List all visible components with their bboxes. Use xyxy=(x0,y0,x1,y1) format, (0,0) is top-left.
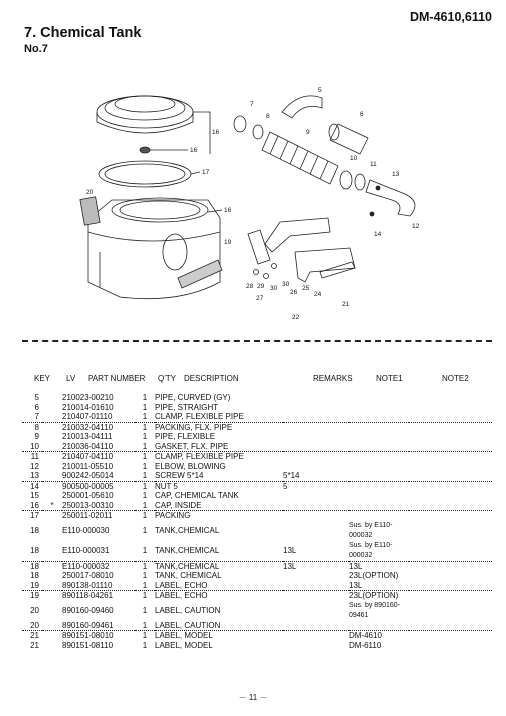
cell-qty: 1 xyxy=(135,412,155,422)
cell-key: 18 xyxy=(30,571,39,580)
cell-desc: PIPE, STRAIGHT xyxy=(155,402,219,412)
col-qty: Q'TY xyxy=(158,374,176,383)
cell-n1 xyxy=(349,511,409,521)
cell-pn: 250017-08010 xyxy=(62,571,114,580)
cell-qty: 1 xyxy=(142,432,148,441)
cell-desc: TANK, CHEMICAL xyxy=(155,571,222,580)
cell-rem xyxy=(283,591,349,601)
cell-n2 xyxy=(409,621,492,631)
cell-lv xyxy=(42,581,62,591)
cell-n1 xyxy=(349,432,409,442)
callout-17: 17 xyxy=(202,169,210,176)
cell-lv xyxy=(42,541,62,562)
cell-lv xyxy=(42,621,62,631)
cell-qty: 1 xyxy=(142,402,148,412)
cell-pn: 890138-01110 xyxy=(62,581,135,591)
cell-desc: CLAMP, FLEXIBLE PIPE xyxy=(155,452,244,461)
cell-rem: 13L xyxy=(283,561,297,571)
callout-28: 29 xyxy=(257,283,265,290)
cell-desc: LABEL, MODEL xyxy=(155,640,213,650)
callout-5: 5 xyxy=(318,87,322,94)
cell-n1 xyxy=(349,393,409,403)
pipe-straight-drawing xyxy=(330,124,368,154)
page-title: 7. Chemical Tank xyxy=(24,25,142,41)
cell-key: 11 xyxy=(30,452,39,461)
cell-rem xyxy=(283,491,349,501)
cell-lv xyxy=(42,561,62,571)
table-row xyxy=(22,601,492,621)
cell-n1: DM-4610 xyxy=(349,631,382,640)
cell-rem xyxy=(283,501,349,511)
cell-rem xyxy=(283,601,349,621)
cell-lv xyxy=(42,591,62,601)
cell-lv xyxy=(42,403,62,413)
cell-lv xyxy=(42,571,62,581)
cell-n2 xyxy=(409,521,492,541)
packing-drawing xyxy=(99,161,191,187)
cell-desc: NUT 5 xyxy=(155,481,178,491)
cell-n1 xyxy=(349,412,409,422)
cell-rem xyxy=(283,393,349,403)
cell-lv xyxy=(42,511,62,521)
cell-qty: 1 xyxy=(142,393,148,402)
cell-pn: 250011-02011 xyxy=(62,511,113,520)
table-row xyxy=(22,511,492,521)
cell-pn: 900242-05014 xyxy=(62,471,135,481)
cell-pn: E110-000031 xyxy=(62,541,135,562)
callout-29: 30 xyxy=(270,285,278,292)
label-echo-drawing xyxy=(178,260,222,288)
cell-n2 xyxy=(409,481,492,491)
cell-desc: ELBOW, BLOWING xyxy=(155,461,226,471)
elbow-blowing-drawing xyxy=(366,180,415,216)
cell-key: 16 xyxy=(22,501,42,511)
table-row xyxy=(22,471,492,481)
callout-15: 16 xyxy=(212,129,220,136)
cell-n2 xyxy=(409,452,492,462)
cell-desc: CLAMP, FLEXIBLE PIPE xyxy=(155,412,283,422)
packing-flx-pipe-drawing xyxy=(253,125,263,139)
cell-lv xyxy=(42,422,62,432)
cell-pn: 210014-01610 xyxy=(62,402,114,412)
cell-pn: 890151-08010 xyxy=(62,631,114,640)
clamp-flexible-pipe-2-drawing xyxy=(355,174,365,190)
cell-qty: 1 xyxy=(142,452,148,461)
cell-n1 xyxy=(349,501,409,511)
callout-16b: 16 xyxy=(224,207,232,214)
cell-lv: * xyxy=(42,501,62,511)
cell-qty: 1 xyxy=(135,471,155,481)
cell-desc: PIPE, CURVED (GY) xyxy=(155,393,231,402)
cell-qty: 1 xyxy=(135,581,155,591)
cell-desc: PIPE, FLEXIBLE xyxy=(155,432,216,441)
cell-pn: 890118-04261 xyxy=(62,591,114,600)
cell-rem xyxy=(283,621,349,631)
cell-desc: SCREW 5*14 xyxy=(155,471,283,481)
clamp-flexible-pipe-drawing xyxy=(234,116,246,132)
cell-key: 13 xyxy=(22,471,42,481)
cell-key: 18 xyxy=(22,541,42,562)
diagram-number: No.7 xyxy=(24,43,48,55)
cell-lv xyxy=(42,601,62,621)
cell-pn: 250001-05610 xyxy=(62,491,114,500)
cell-qty: 1 xyxy=(142,461,148,471)
cell-rem xyxy=(283,442,349,452)
cell-qty: 1 xyxy=(142,640,148,650)
callout-8: 8 xyxy=(266,113,270,120)
cell-rem xyxy=(283,511,349,521)
nut-drawing xyxy=(370,212,374,216)
cell-rem xyxy=(283,422,349,432)
cell-n1 xyxy=(349,442,409,452)
cell-n2 xyxy=(409,403,492,413)
page-number: － 11 － xyxy=(238,693,268,702)
cell-desc: LABEL, MODEL xyxy=(155,631,213,640)
cell-desc: TANK,CHEMICAL xyxy=(155,541,283,562)
table-row xyxy=(22,452,492,462)
cell-lv xyxy=(42,452,62,462)
cell-pn: 210013-04111 xyxy=(62,432,113,441)
table-row xyxy=(22,631,492,641)
cell-key: 21 xyxy=(30,631,39,640)
callout-21: 21 xyxy=(342,301,350,308)
col-note2: NOTE2 xyxy=(442,374,469,383)
cell-lv xyxy=(42,521,62,541)
cell-qty: 1 xyxy=(142,605,148,615)
callout-12: 12 xyxy=(412,223,420,230)
cell-n2 xyxy=(409,462,492,472)
cell-rem xyxy=(283,462,349,472)
cell-rem xyxy=(283,403,349,413)
table-row xyxy=(22,561,492,571)
cell-n1 xyxy=(349,403,409,413)
callout-19: 19 xyxy=(224,239,232,246)
cell-key: 14 xyxy=(30,481,39,491)
cell-pn: 210407-01110 xyxy=(62,412,135,422)
cell-n1: Sus. by E110-000032 xyxy=(349,521,393,539)
table-row xyxy=(22,641,492,651)
cell-n2 xyxy=(409,442,492,452)
cell-n2 xyxy=(409,601,492,621)
cell-qty: 1 xyxy=(142,525,148,535)
cell-lv xyxy=(42,481,62,491)
cell-desc: TANK,CHEMICAL xyxy=(155,561,220,571)
callout-14: 14 xyxy=(374,231,382,238)
cell-desc: GASKET, FLX. PIPE xyxy=(155,442,283,452)
exploded-parts-diagram xyxy=(60,82,440,327)
callout-13: 13 xyxy=(392,171,400,178)
callout-25: 26 xyxy=(290,289,298,296)
gasket-flx-pipe-drawing xyxy=(340,171,352,189)
cell-key: 12 xyxy=(30,461,39,471)
table-row xyxy=(22,501,492,511)
cell-rem: 13L xyxy=(283,541,349,562)
cell-desc: LABEL, ECHO xyxy=(155,591,208,600)
table-row xyxy=(22,442,492,452)
cell-lv xyxy=(42,393,62,403)
table-row xyxy=(22,403,492,413)
col-key: KEY xyxy=(34,374,51,383)
cell-n2 xyxy=(409,561,492,571)
cell-qty: 1 xyxy=(142,481,148,491)
label-caution-drawing xyxy=(80,197,100,225)
cell-n2 xyxy=(409,432,492,442)
cell-n1 xyxy=(349,471,409,481)
cell-rem xyxy=(283,432,349,442)
cell-desc: CAP, INSIDE xyxy=(155,501,283,511)
cell-pn: 900500-00005 xyxy=(62,481,114,491)
cell-n1: Sus. by E110-000032 xyxy=(349,541,409,562)
bracket-assembly-drawing xyxy=(248,218,355,282)
cell-pn: E110-000032 xyxy=(62,561,110,571)
cap-inside-drawing xyxy=(140,147,150,153)
cell-key: 19 xyxy=(22,581,42,591)
cell-pn: 210036-04110 xyxy=(62,442,135,452)
cell-key: 19 xyxy=(30,591,39,600)
cell-lv xyxy=(42,641,62,651)
cell-qty: 1 xyxy=(142,571,148,580)
cell-n2 xyxy=(409,631,492,641)
callout-26: 27 xyxy=(256,295,264,302)
cell-rem xyxy=(283,641,349,651)
table-row xyxy=(22,393,492,403)
table-row xyxy=(22,481,492,491)
cell-pn: 210011-05510 xyxy=(62,461,114,471)
cell-key: 8 xyxy=(34,422,39,432)
parts-table xyxy=(22,393,492,650)
cell-qty: 1 xyxy=(142,491,148,500)
cell-qty: 1 xyxy=(142,422,148,432)
cell-pn: 210407-04110 xyxy=(62,452,114,461)
callout-7: 7 xyxy=(250,101,254,108)
cell-n2 xyxy=(409,571,492,581)
cell-key: 17 xyxy=(30,511,39,520)
pipe-curved-drawing xyxy=(282,96,322,118)
callout-10: 10 xyxy=(350,155,358,162)
cell-pn: 890151-08110 xyxy=(62,640,114,650)
cell-qty: 1 xyxy=(135,621,155,631)
table-row xyxy=(22,432,492,442)
model-number: DM-4610,6110 xyxy=(409,10,492,24)
cell-rem xyxy=(283,521,349,541)
cell-key: 10 xyxy=(22,442,42,452)
cell-n2 xyxy=(409,501,492,511)
cell-desc: PACKING, FLX. PIPE xyxy=(155,422,233,432)
cell-n1 xyxy=(349,481,409,491)
table-row xyxy=(22,491,492,501)
cell-n2 xyxy=(409,393,492,403)
col-part-number: PART NUMBER xyxy=(88,374,146,383)
cell-n2 xyxy=(409,581,492,591)
table-row xyxy=(22,412,492,422)
cell-lv xyxy=(42,462,62,472)
cell-n2 xyxy=(409,422,492,432)
cell-n2 xyxy=(409,641,492,651)
cell-rem xyxy=(283,571,349,581)
cell-rem xyxy=(283,581,349,591)
cell-n1 xyxy=(349,422,409,432)
cell-n1 xyxy=(349,462,409,472)
cell-key: 9 xyxy=(34,432,39,441)
col-note1: NOTE1 xyxy=(376,374,403,383)
table-row xyxy=(22,462,492,472)
callout-11: 11 xyxy=(370,161,377,168)
chemical-tank-drawing xyxy=(88,198,220,299)
cell-qty: 1 xyxy=(135,541,155,562)
cell-n1: 13L xyxy=(349,581,409,591)
callout-16: 16 xyxy=(190,147,198,154)
cell-pn: E110-000030 xyxy=(62,525,110,535)
pipe-flexible-drawing xyxy=(262,132,338,184)
cell-n1: 23L(OPTION) xyxy=(349,591,399,600)
cell-rem xyxy=(283,452,349,462)
callout-20: 20 xyxy=(86,189,94,196)
table-row xyxy=(22,541,492,562)
cell-lv xyxy=(42,432,62,442)
cell-key: 20 xyxy=(30,605,39,615)
cell-n2 xyxy=(409,412,492,422)
callout-23: 24 xyxy=(314,291,322,298)
callout-9: 9 xyxy=(306,129,310,136)
callout-27: 28 xyxy=(246,283,254,290)
cell-qty: 1 xyxy=(142,631,148,640)
callout-30: 30 xyxy=(282,281,290,288)
cell-desc: PACKING xyxy=(155,511,191,520)
cell-lv xyxy=(42,442,62,452)
cell-key: 18 xyxy=(30,525,39,535)
cell-rem xyxy=(283,631,349,641)
cell-n1: 23L(OPTION) xyxy=(349,571,399,580)
cell-pn: 890160-09461 xyxy=(62,621,135,631)
cell-n1 xyxy=(349,621,409,631)
cell-qty: 1 xyxy=(142,561,148,571)
cell-n2 xyxy=(409,591,492,601)
callout-22: 22 xyxy=(292,314,300,321)
cell-n2 xyxy=(409,491,492,501)
cell-key: 5 xyxy=(34,393,39,402)
cell-n1 xyxy=(349,452,409,462)
cell-n2 xyxy=(409,541,492,562)
table-row xyxy=(22,571,492,581)
screw-drawing xyxy=(376,186,380,190)
cell-pn: 890160-09460 xyxy=(62,605,114,615)
callout-24: 25 xyxy=(302,285,310,292)
cell-key: 20 xyxy=(22,621,42,631)
cell-key: 15 xyxy=(30,491,39,500)
cell-desc: CAP, CHEMICAL TANK xyxy=(155,491,239,500)
cell-desc: LABEL, CAUTION xyxy=(155,621,283,631)
cell-n1: DM-6110 xyxy=(349,640,382,650)
cell-pn: 250013-00310 xyxy=(62,501,135,511)
cell-key: 21 xyxy=(30,640,39,650)
cell-lv xyxy=(42,491,62,501)
cell-rem xyxy=(283,412,349,422)
cell-n2 xyxy=(409,471,492,481)
cell-pn: 210023-00210 xyxy=(62,393,114,402)
cell-lv xyxy=(42,471,62,481)
cell-rem: 5 xyxy=(283,481,288,491)
callout-6: 6 xyxy=(360,111,364,118)
col-description: DESCRIPTION xyxy=(184,374,239,383)
cell-key: 6 xyxy=(34,402,39,412)
table-row xyxy=(22,581,492,591)
cell-n1: 13L xyxy=(349,561,363,571)
cell-n1 xyxy=(349,491,409,501)
table-row xyxy=(22,591,492,601)
cell-lv xyxy=(42,631,62,641)
cell-key: 7 xyxy=(22,412,42,422)
cell-key: 18 xyxy=(30,561,39,571)
cell-desc: TANK,CHEMICAL xyxy=(155,525,220,535)
col-remarks: REMARKS xyxy=(313,374,353,383)
cell-n1: Sus. by 890160-09461 xyxy=(349,601,400,619)
col-lv: LV xyxy=(66,374,76,383)
cell-qty: 1 xyxy=(135,442,155,452)
cell-pn: 210032-04110 xyxy=(62,422,114,432)
table-row xyxy=(22,621,492,631)
cell-qty: 1 xyxy=(142,591,148,600)
cell-desc: LABEL, CAUTION xyxy=(155,605,221,615)
cell-n2 xyxy=(409,511,492,521)
cell-qty: 1 xyxy=(135,501,155,511)
cell-lv xyxy=(42,412,62,422)
section-divider xyxy=(22,340,492,342)
table-row xyxy=(22,422,492,432)
table-row xyxy=(22,521,492,541)
cell-qty: 1 xyxy=(142,511,148,520)
cell-desc: LABEL, ECHO xyxy=(155,581,283,591)
cell-rem: 5*14 xyxy=(283,471,349,481)
